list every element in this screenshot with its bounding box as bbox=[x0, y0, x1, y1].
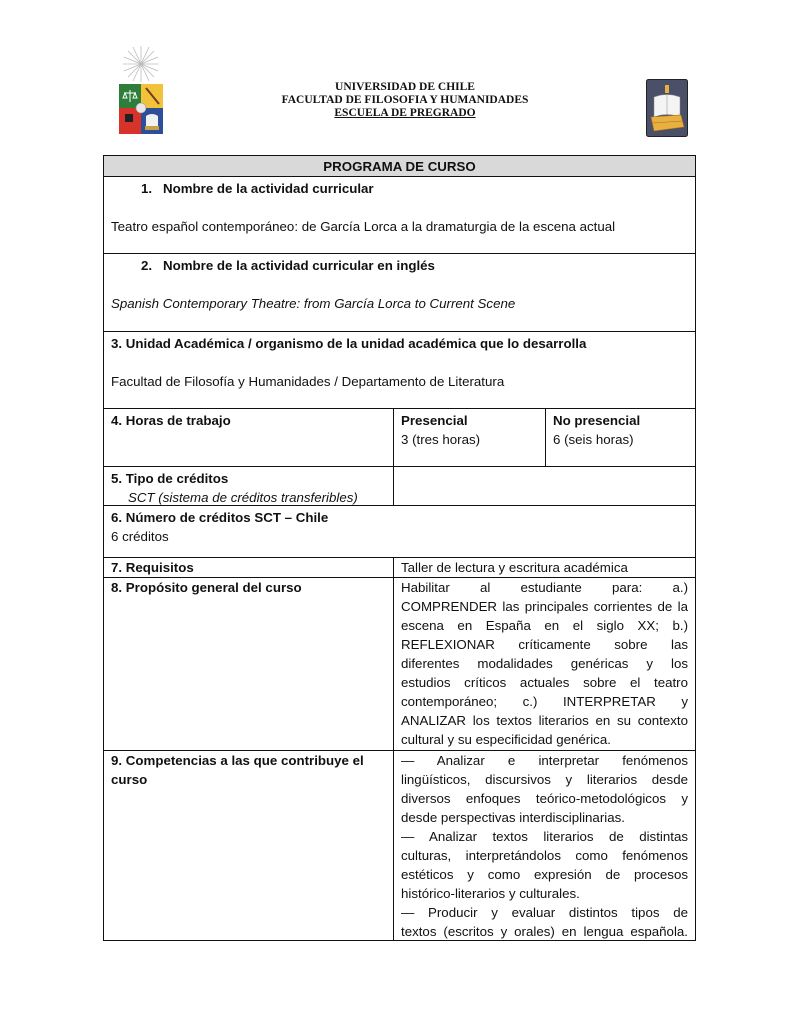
section-3-row bbox=[104, 331, 695, 408]
purpose-line: diferentes modalidades genéricas y los bbox=[401, 656, 688, 671]
institution-header bbox=[200, 81, 610, 120]
presencial-label: Presencial bbox=[401, 413, 468, 428]
section-8-row bbox=[104, 577, 695, 750]
universidad-de-chile-crest-icon bbox=[117, 44, 165, 136]
credit-count-value: 6 créditos bbox=[111, 529, 169, 544]
requirements-value: Taller de lectura y escritura académica bbox=[393, 558, 695, 577]
course-program-table bbox=[103, 155, 696, 941]
competency-line: textos (escritos y orales) en lengua española. bbox=[401, 924, 688, 939]
academic-unit-value: Facultad de Filosofía y Humanidades / Departamento de Literatura bbox=[111, 374, 505, 389]
purpose-line: ANALIZAR los textos literarios en su contexto bbox=[401, 713, 688, 728]
competency-line: culturas, interpretándolos como fenómenos bbox=[401, 848, 688, 863]
presencial-value: 3 (tres horas) bbox=[401, 432, 481, 447]
competency-line: — Analizar e interpretar fenómenos bbox=[401, 753, 688, 768]
school-name: ESCUELA DE PREGRADO bbox=[334, 107, 476, 119]
purpose-line: estudios críticos actuales sobre el teatro bbox=[401, 675, 688, 690]
section-7-row bbox=[104, 557, 695, 577]
section-3-heading: 3. Unidad Académica / organismo de la unidad académica que lo desarrolla bbox=[111, 336, 587, 351]
section-2-row bbox=[104, 253, 695, 331]
section-6-row bbox=[104, 505, 695, 557]
section-6-heading: 6. Número de créditos SCT – Chile bbox=[111, 510, 329, 525]
university-name: UNIVERSIDAD DE CHILE bbox=[335, 81, 475, 93]
section-5-heading: 5. Tipo de créditos bbox=[111, 471, 229, 486]
competency-line: — Producir y evaluar distintos tipos de bbox=[401, 905, 688, 920]
section-4-heading: 4. Horas de trabajo bbox=[111, 413, 231, 428]
no-presencial-label: No presencial bbox=[553, 413, 641, 428]
faculty-book-emblem-icon bbox=[646, 79, 688, 137]
table-title: PROGRAMA DE CURSO bbox=[323, 159, 476, 174]
section-2-heading: 2. Nombre de la actividad curricular en inglés bbox=[141, 258, 435, 273]
purpose-line: cultural y su especificidad genérica. bbox=[401, 732, 611, 747]
table-title-row bbox=[104, 156, 695, 176]
section-4-row bbox=[104, 408, 695, 466]
purpose-line: REFLEXIONAR críticamente sobre las bbox=[401, 637, 688, 652]
course-name-value: Teatro español contemporáneo: de García Lorca a la dramaturgia de la escena actual bbox=[111, 219, 616, 234]
competency-line: — Analizar textos literarios de distintas bbox=[401, 829, 688, 844]
credit-type-empty-cell bbox=[393, 467, 695, 505]
section-5-row bbox=[104, 466, 695, 505]
no-presencial-cell bbox=[545, 409, 695, 466]
competency-line: estéticos y como expresión de procesos bbox=[401, 867, 688, 882]
section-8-heading: 8. Propósito general del curso bbox=[111, 580, 302, 595]
credit-type-value: SCT (sistema de créditos transferibles) bbox=[128, 490, 358, 505]
purpose-line: contemporáneo; c.) INTERPRETAR y bbox=[401, 694, 688, 709]
section-7-heading: 7. Requisitos bbox=[111, 560, 194, 575]
purpose-value bbox=[393, 578, 695, 750]
faculty-name: FACULTAD DE FILOSOFIA Y HUMANIDADES bbox=[281, 94, 529, 106]
presencial-cell bbox=[393, 409, 545, 466]
section-1-heading: 1. Nombre de la actividad curricular bbox=[141, 181, 374, 196]
no-presencial-value: 6 (seis horas) bbox=[553, 432, 634, 447]
purpose-line: Habilitar al estudiante para: a.) bbox=[401, 580, 688, 595]
competency-line: desde perspectivas interdisciplinarias. bbox=[401, 810, 625, 825]
section-9-row bbox=[104, 750, 695, 940]
competency-line: histórico-literarios y culturales. bbox=[401, 886, 580, 901]
section-1-row bbox=[104, 176, 695, 253]
competency-line: lingüísticos, discursivos y literarios desde bbox=[401, 772, 688, 787]
purpose-line: escena en España en el siglo XX; b.) bbox=[401, 618, 688, 633]
competency-line: diversos enfoques teórico-metodológicos y bbox=[401, 791, 688, 806]
course-name-english-value: Spanish Contemporary Theatre: from García Lorca to Current Scene bbox=[111, 296, 516, 311]
purpose-line: COMPRENDER las principales corrientes de la bbox=[401, 599, 688, 614]
competencies-value bbox=[393, 751, 695, 940]
section-9-heading: 9. Competencias a las que contribuye el curso bbox=[111, 753, 364, 787]
